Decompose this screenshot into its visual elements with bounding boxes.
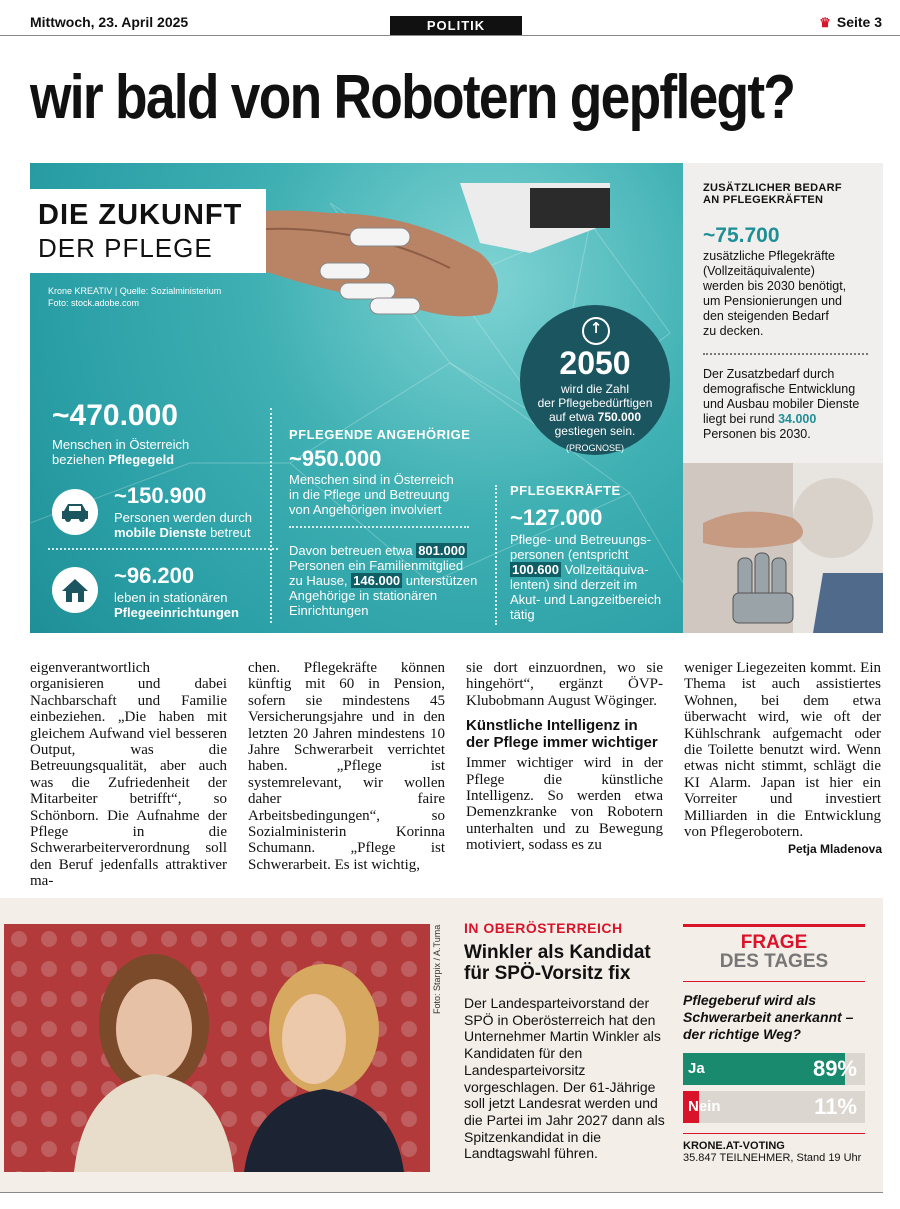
divider bbox=[683, 1133, 865, 1134]
author-name: Petja Mladenova bbox=[787, 842, 882, 857]
divider bbox=[703, 353, 868, 355]
prognose-circle: ↑ 2050 wird die Zahl der Pflegebedürftigen auf etwa 750.000 gestiegen sein. (PROGNOSE) bbox=[520, 305, 670, 455]
page-number: ♛ Seite 3 bbox=[819, 14, 882, 30]
demand-text: zusätzliche Pflegekräfte (Vollzeitäquivalente) werden bis 2030 benötigt, um Pensionierungen und den steigenden Bedarf zu decken. bbox=[703, 249, 847, 338]
poll-question: Pflegeberuf wird als Schwerarbeit anerkannt – der richtige Weg? bbox=[683, 992, 854, 1042]
car-icon bbox=[52, 489, 98, 535]
story-headline: Winkler als Kandidat für SPÖ-Vorsitz fix bbox=[464, 942, 651, 984]
article-column-2: chen. Pflegekräfte können künftig mit 60 in Pension, sofern sie mindestens 45 Versicherungsjahre und in den letzten 20 Jahren mindestens 10 Jahre Schwerarbeit verrichtet haben. „Pflege ist systemrelevant, wir wollen daher faire Arbeitsbedingungen“, so Sozialministerin Korinna Schumann. „Pflege ist Schwerarbeit. Es ist wichtig, bbox=[248, 660, 445, 873]
infographic bbox=[30, 163, 683, 633]
mobile-value: ~150.900 bbox=[114, 483, 207, 508]
infographic-title: DIE ZUKUNFT DER PFLEGE bbox=[30, 189, 266, 273]
headline: wir bald von Robotern gepflegt? bbox=[30, 63, 795, 132]
poll-title-2: DES TAGES bbox=[719, 951, 829, 972]
stationaer-value: ~96.200 bbox=[114, 563, 195, 588]
divider bbox=[270, 408, 272, 623]
poll-option-nein[interactable]: Nein 11% bbox=[683, 1091, 865, 1123]
angehoerige-detail: Davon betreuen etwa 801.000 Personen ein Familienmitglied zu Hause, 146.000 unterstützen Angehörige in stationären Einrichtungen bbox=[289, 543, 478, 618]
divider bbox=[495, 485, 497, 625]
section-label: POLITIK bbox=[390, 16, 522, 36]
poll-box bbox=[683, 924, 865, 1164]
divider bbox=[289, 526, 469, 528]
robot-hand-photo bbox=[683, 463, 883, 633]
pflegekraefte-label: PFLEGEKRÄFTE bbox=[510, 483, 621, 498]
demand-value: ~75.700 bbox=[703, 224, 780, 247]
poll-source: KRONE.AT-VOTING bbox=[683, 1140, 785, 1152]
infographic-credit: Krone KREATIV | Quelle: Sozialministerium Foto: stock.adobe.com bbox=[48, 286, 222, 308]
stationaer-text: leben in stationären Pflegeeinrichtungen bbox=[114, 590, 239, 620]
pflegegeld-text: Menschen in Österreich beziehen Pflegegeld bbox=[52, 437, 190, 467]
story-text: Der Landesparteivorstand der SPÖ in Oberösterreich hat den Unternehmer Martin Winkler als Kandidaten für den Landesparteivorsitz vorgeschlagen. Der 61-Jährige soll jetzt Landesrat werden und die Partei im Jahr 2027 dann als Spitzenkandidat in die Landtagswahl führen. bbox=[464, 995, 665, 1162]
angehoerige-value: ~950.000 bbox=[289, 446, 382, 471]
politicians-photo bbox=[4, 924, 430, 1172]
article-column-1: eigenverantwortlich organisieren und dabei Nachbarschaft und Familie einbeziehen. „Die haben mit gleichem Aufwand viel besseren Output, was die Betreuungsqualität, aber auch was die Zufriedenheit der Mitarbeiter betrifft“, so Schönborn. Die Aufnahme der Pflege in die Schwerarbeiterverordnung soll den Beruf jedenfalls attraktiver ma- bbox=[30, 660, 227, 890]
poll-top-rule bbox=[683, 924, 865, 927]
crown-icon: ♛ bbox=[819, 15, 831, 30]
poll-participants: 35.847 TEILNEHMER, Stand 19 Uhr bbox=[683, 1152, 862, 1164]
mobile-text: Personen werden durch mobile Dienste betreut bbox=[114, 510, 253, 540]
header-divider bbox=[0, 35, 900, 36]
story-kicker: IN OBERÖSTERREICH bbox=[464, 920, 623, 936]
pflegegeld-value: ~470.000 bbox=[52, 399, 178, 432]
arrow-up-icon: ↑ bbox=[582, 317, 610, 345]
issue-date: Mittwoch, 23. April 2025 bbox=[30, 14, 189, 30]
poll-title-1: FRAGE bbox=[740, 932, 808, 953]
divider bbox=[683, 981, 865, 982]
pflegekraefte-text: Pflege- und Betreuungs- personen (entspricht 100.600 Vollzeitäquiva- lenten) sind derzeit im Akut- und Langzeitbereich tätig bbox=[510, 532, 662, 622]
divider bbox=[48, 548, 278, 550]
poll-option-ja[interactable]: Ja 89% bbox=[683, 1053, 865, 1085]
additional-demand-box: ZUSÄTZLICHER BEDARF AN PFLEGEKRÄFTEN ~75.700 zusätzliche Pflegekräfte (Vollzeitäquivalente) werden bis 2030 benötigt, um Pensionierungen und den steigenden Bedarf zu decken. Der Zusatzbedarf durch demografische Entwicklung und Ausbau mobiler Dienste liegt bei rund 34.000 Personen bis 2030. bbox=[683, 163, 883, 463]
house-icon bbox=[52, 567, 98, 613]
article-subhead: Künstliche Intelligenz in der Pflege immer wichtiger bbox=[466, 717, 658, 752]
angehoerige-text: Menschen sind in Österreich in die Pflege und Betreuung von Angehörigen involviert bbox=[289, 472, 454, 517]
article-column-3: sie dort einzuordnen, wo sie hingehört“, ergänzt ÖVP-Klubobmann August Wöginger. Künstliche Intelligenz in der Pflege immer wichtiger Immer wichtiger wird in der Pflege die künstliche Intelligenz. So werden etwa Demenzkranke von Robotern unterhalten und zu Bewegung motiviert, sodass es zu bbox=[466, 660, 663, 854]
angehoerige-label: PFLEGENDE ANGEHÖRIGE bbox=[289, 427, 471, 442]
article-column-4: weniger Liegezeiten kommt. Ein Thema ist auch assistiertes Wohnen, bei dem etwa überwacht wird, wie oft der Kühlschrank aufgemacht oder die Toilette benutzt wird. Wenn etwas nicht stimmt, schlägt die KI Alarm. Japan ist hier ein Vorreiter und investiert Milliarden in die Entwicklung von Pflegerobotern. Petja Mladenova bbox=[684, 660, 882, 857]
footer-rule bbox=[0, 1192, 883, 1193]
photo-credit: Foto: Starpix / A.Tuma bbox=[432, 924, 442, 1014]
demand-text-2: Der Zusatzbedarf durch demografische Entwicklung und Ausbau mobiler Dienste liegt bei rund 34.000 Personen bis 2030. bbox=[703, 367, 860, 441]
pflegekraefte-value: ~127.000 bbox=[510, 505, 603, 530]
